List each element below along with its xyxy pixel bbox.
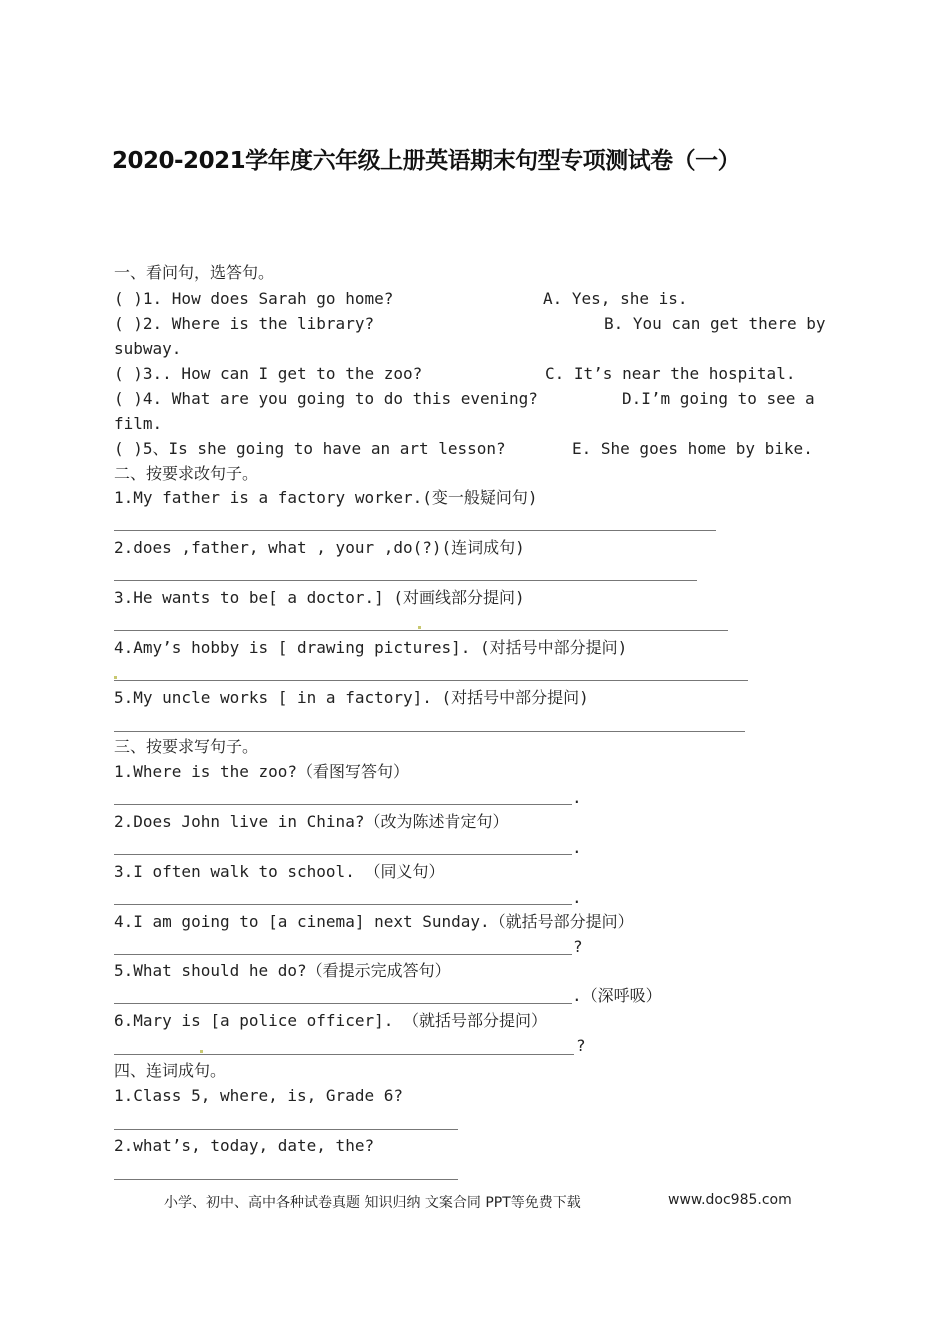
stray-mark	[418, 626, 421, 629]
answer-c: C. It’s near the hospital.	[545, 364, 796, 383]
stray-mark	[200, 1050, 203, 1053]
answer-line[interactable]	[114, 530, 716, 531]
answer-line[interactable]	[114, 580, 697, 581]
answer-b-wrap: subway.	[114, 339, 182, 358]
section-2-heading: 二、按要求改句子。	[114, 464, 259, 483]
line-ending: .	[572, 888, 582, 907]
rewrite-item-4: 4.Amy’s hobby is [ drawing pictures]. (对括号中部分提问)	[114, 638, 628, 657]
rewrite-item-2: 2.does ,father, what , your ,do(?)(连词成句)	[114, 538, 525, 557]
rewrite-item-1: 1.My father is a factory worker.(变一般疑问句)	[114, 488, 538, 507]
section-4-heading: 四、连词成句。	[114, 1061, 227, 1080]
answer-line[interactable]	[114, 731, 745, 732]
answer-line[interactable]	[114, 954, 572, 955]
question-5: ( )5、Is she going to have an art lesson?	[114, 439, 506, 458]
answer-line[interactable]	[114, 630, 728, 631]
question-4: ( )4. What are you going to do this evening?	[114, 389, 538, 408]
line-ending: ?	[576, 1036, 586, 1055]
write-item-1: 1.Where is the zoo?（看图写答句）	[114, 762, 410, 781]
stray-mark	[114, 676, 117, 679]
write-item-6: 6.Mary is [a police officer]. （就括号部分提问）	[114, 1011, 547, 1030]
answer-a: A. Yes, she is.	[543, 289, 688, 308]
rewrite-item-3: 3.He wants to be[ a doctor.] (对画线部分提问)	[114, 588, 525, 607]
order-item-1: 1.Class 5, where, is, Grade 6?	[114, 1086, 403, 1105]
answer-b: B. You can get there by	[604, 314, 826, 333]
write-item-4: 4.I am going to [a cinema] next Sunday.（就括号部分提问）	[114, 912, 634, 931]
question-1: ( )1. How does Sarah go home?	[114, 289, 394, 308]
write-item-3: 3.I often walk to school. （同义句）	[114, 862, 445, 881]
answer-line[interactable]	[114, 854, 572, 855]
answer-line[interactable]	[114, 904, 572, 905]
answer-e: E. She goes home by bike.	[572, 439, 813, 458]
section-1-heading: 一、看问句，选答句。	[114, 263, 275, 282]
footer-link[interactable]: www.doc985.com	[668, 1192, 792, 1208]
write-item-5: 5.What should he do?（看提示完成答句）	[114, 961, 451, 980]
line-ending: .	[572, 838, 582, 857]
answer-line[interactable]	[114, 1003, 572, 1004]
answer-line[interactable]	[114, 1129, 458, 1130]
footer-text: 小学、初中、高中各种试卷真题 知识归纳 文案合同 PPT等免费下载	[164, 1195, 581, 1211]
section-3-heading: 三、按要求写句子。	[114, 737, 259, 756]
page-title: 2020-2021学年度六年级上册英语期末句型专项测试卷（一）	[112, 148, 741, 174]
answer-line[interactable]	[114, 1179, 458, 1180]
answer-d-wrap: film.	[114, 414, 163, 433]
line-ending: .	[572, 788, 582, 807]
answer-line[interactable]	[114, 804, 572, 805]
rewrite-item-5: 5.My uncle works [ in a factory]. (对括号中部分提问)	[114, 688, 589, 707]
question-3: ( )3.. How can I get to the zoo?	[114, 364, 423, 383]
line-ending: ?	[573, 937, 583, 956]
answer-line[interactable]	[114, 680, 748, 681]
question-2: ( )2. Where is the library?	[114, 314, 375, 333]
order-item-2: 2.what’s, today, date, the?	[114, 1136, 375, 1155]
write-item-2: 2.Does John live in China?（改为陈述肯定句）	[114, 812, 509, 831]
answer-d: D.I’m going to see a	[622, 389, 815, 408]
line-ending: .（深呼吸）	[572, 986, 662, 1005]
answer-line[interactable]	[114, 1054, 574, 1055]
